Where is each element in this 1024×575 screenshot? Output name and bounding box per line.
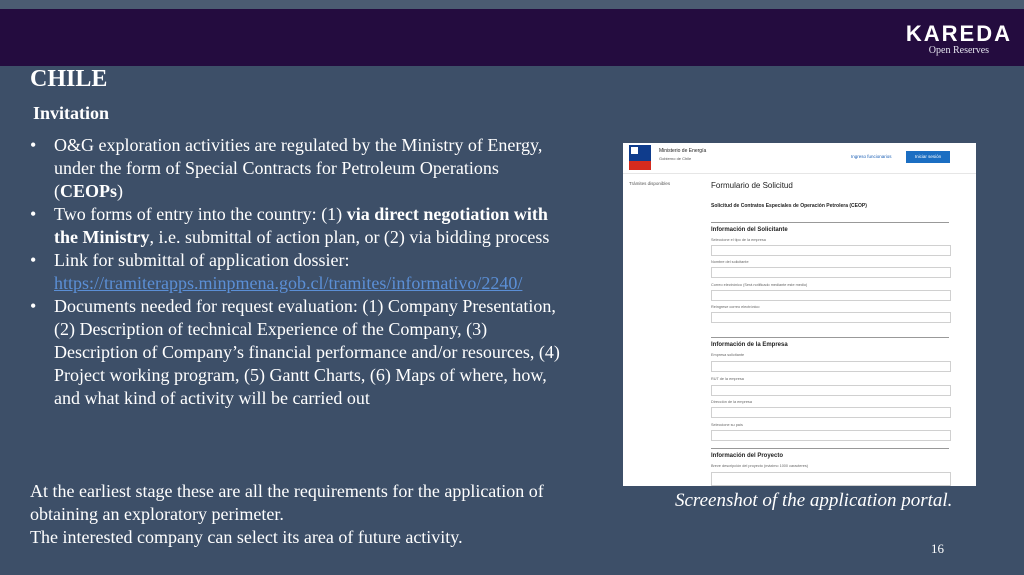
bullet-item	[30, 295, 570, 410]
bullet-item	[30, 134, 570, 203]
field-label: Empresa solicitante	[711, 353, 745, 357]
slide-title: CHILE	[30, 66, 108, 92]
field-label: Correo electrónico (Será notificado mediante este medio)	[711, 283, 808, 287]
section-company: Información de la Empresa	[711, 342, 788, 348]
bullet-text: Link for submittal of application dossier:	[54, 250, 350, 270]
form-title: Formulario de Solicitud	[711, 181, 793, 190]
email-confirm-input[interactable]	[711, 312, 951, 323]
project-description-input[interactable]	[711, 472, 951, 486]
kareda-logo	[906, 23, 1012, 57]
bullet-item	[30, 203, 570, 249]
field-label: Seleccione el tipo de la empresa	[711, 238, 766, 242]
sidebar-item-procedures[interactable]: Trámites disponibles	[629, 181, 671, 186]
company-address-input[interactable]	[711, 407, 951, 418]
portal-header	[623, 143, 976, 174]
application-link[interactable]: https://tramiterapps.minpmena.gob.cl/tramites/informativo/2240/	[54, 273, 523, 293]
bullet-text: O&G exploration activities are regulated by the Ministry of Energy, under the form of Special Contracts for Petroleum Operations (	[54, 135, 543, 201]
bullet-text: , i.e. submittal of action plan, or (2) via bidding process	[149, 227, 550, 247]
staff-login-link[interactable]: Ingreso funcionarios	[851, 154, 892, 159]
divider	[711, 337, 949, 338]
header-bar	[0, 9, 1024, 66]
field-label: Breve descripción del proyecto (máximo 1000 caracteres)	[711, 464, 809, 468]
closing-line: At the earliest stage these are all the requirements for the application of obtaining an exploratory perimeter.	[30, 481, 544, 524]
divider	[711, 448, 949, 449]
logo-subtitle: Open Reserves	[928, 45, 990, 56]
slide-subtitle: Invitation	[33, 103, 110, 123]
page-number: 16	[931, 541, 944, 556]
company-type-select[interactable]	[711, 245, 951, 256]
logo-wordmark: KAREDA	[905, 21, 1012, 46]
company-input[interactable]	[711, 361, 951, 372]
ministry-name: Ministerio de Energía	[659, 148, 707, 154]
bullet-bold: via direct negotiation with the Ministry	[54, 204, 548, 247]
top-strip	[0, 0, 1024, 9]
ministry-subname: Gobierno de Chile	[659, 156, 692, 161]
bullet-text: Documents needed for request evaluation: (1) Company Presentation, (2) Description of technical Experience of the Company, (3) Description of Company’s financial performance and/or resources, (4) Project working program, (5) Gantt Charts, (6) Maps of where, how, and what kind of activity will be carried out	[54, 296, 560, 408]
portal-screenshot	[623, 143, 976, 486]
bullet-item	[30, 249, 570, 295]
closing-line: The interested company can select its area of future activity.	[30, 527, 463, 547]
login-button[interactable]: Iniciar sesión	[906, 151, 950, 163]
bullet-list	[30, 134, 570, 410]
field-label: Dirección de la empresa	[711, 400, 752, 404]
field-label: Reingrese correo electrónico	[711, 305, 760, 309]
section-project: Información del Proyecto	[711, 453, 784, 459]
field-label: Seleccione su país	[711, 423, 743, 427]
bullet-text: )	[117, 181, 124, 201]
field-label: Nombre del solicitante	[711, 260, 749, 264]
form-subtitle: Solicitud de Contratos Especiales de Operación Petrolera (CEOP)	[711, 203, 867, 209]
bullet-bold: CEOPs	[60, 181, 118, 201]
section-applicant: Información del Solicitante	[711, 227, 788, 233]
company-rut-input[interactable]	[711, 385, 951, 396]
field-label: RUT de la empresa	[711, 377, 744, 381]
screenshot-caption: Screenshot of the application portal.	[675, 490, 953, 511]
divider	[711, 222, 949, 223]
country-select[interactable]	[711, 430, 951, 441]
email-input[interactable]	[711, 290, 951, 301]
applicant-name-input[interactable]	[711, 267, 951, 278]
closing-text	[30, 480, 590, 549]
ministry-logo-icon	[629, 145, 651, 170]
bullet-text: Two forms of entry into the country: (1)	[54, 204, 347, 224]
